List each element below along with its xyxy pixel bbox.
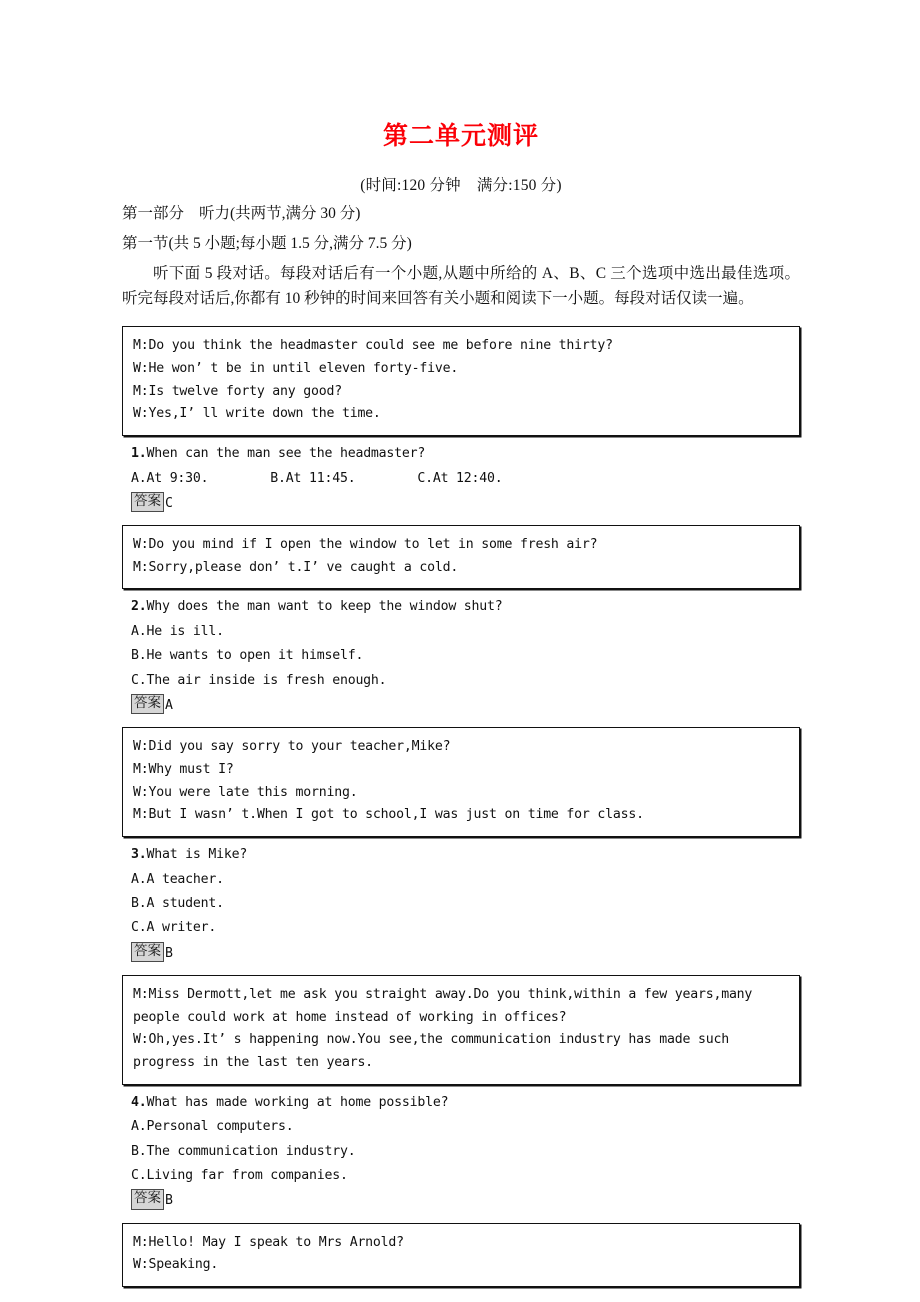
section-heading: 第一节(共 5 小题;每小题 1.5 分,满分 7.5 分) (122, 234, 412, 252)
question-block (122, 595, 800, 714)
question-option[interactable]: C.The air inside is fresh enough. (131, 672, 387, 688)
question-text: When can the man see the headmaster? (146, 446, 426, 462)
question-text: What has made working at home possible? (146, 1094, 449, 1110)
dialogue-line: M:Why must I? (133, 761, 234, 777)
dialogue-box (122, 1223, 800, 1287)
dialogue-line: W:Did you say sorry to your teacher,Mike? (133, 739, 451, 755)
question-option[interactable]: B.A student. (131, 895, 224, 911)
question-number: 1. (131, 446, 147, 462)
question-stem (122, 1091, 800, 1115)
question-number: 3. (131, 847, 147, 863)
dialogue-box (122, 525, 800, 589)
part-heading-name: 听力(共两节,满分 30 分) (199, 204, 361, 222)
question-option[interactable]: A.Personal computers. (131, 1119, 294, 1135)
document-content (122, 0, 800, 1287)
question-block (122, 442, 800, 512)
exam-meta-line (122, 173, 800, 195)
question-text: Why does the man want to keep the window shut? (146, 599, 503, 615)
question-block (122, 843, 800, 962)
question-option[interactable]: C.Living far from companies. (131, 1167, 348, 1183)
question-text: What is Mike? (146, 847, 248, 863)
answer-badge: 答案 (131, 942, 164, 962)
exam-score-label: 满分:150 分) (476, 176, 562, 194)
question-stem (122, 843, 800, 867)
dialogue-line: W:Speaking. (133, 1257, 219, 1273)
answer-badge: 答案 (131, 694, 164, 714)
question-number: 2. (131, 599, 147, 615)
answer-row (122, 942, 800, 962)
question-options-inline[interactable]: A.At 9:30. B.At 11:45. C.At 12:40. (131, 470, 503, 486)
answer-badge: 答案 (131, 1189, 164, 1209)
part-heading (122, 204, 800, 225)
instructions-paragraph: 听下面 5 段对话。每段对话后有一个小题,从题中所给的 A、B、C 三个选项中选出最佳选项。听完每段对话后,你都有 10 秒钟的时间来回答有关小题和阅读下一小题。每段对话仅读一遍。 (122, 264, 800, 307)
answer-value: B (165, 945, 173, 961)
dialogue-line: M:Hello! May I speak to Mrs Arnold? (133, 1234, 404, 1250)
answer-row (122, 1189, 800, 1209)
question-option[interactable]: A.He is ill. (131, 623, 224, 639)
question-option[interactable]: B.He wants to open it himself. (131, 648, 364, 664)
answer-value: A (165, 698, 173, 714)
dialogue-box (122, 975, 800, 1085)
question-option[interactable]: C.A writer. (131, 920, 217, 936)
answer-row (122, 694, 800, 714)
dialogue-box (122, 727, 800, 837)
question-block (122, 1091, 800, 1210)
dialogue-line: M:Do you think the headmaster could see me before nine thirty? (133, 338, 613, 354)
dialogue-line: W:He won’ t be in until eleven forty-five. (133, 361, 459, 377)
question-number: 4. (131, 1094, 147, 1110)
page-title: 第二单元测评 (382, 121, 539, 150)
dialogue-line: W:Oh,yes.It’ s happening now.You see,the communication industry has made such progress in the last ten years. (133, 1032, 729, 1070)
dialogue-line: M:Miss Dermott,let me ask you straight away.Do you think,within a few years,many people could work at home instead of working in offices? (133, 986, 753, 1025)
part-heading-label: 第一部分 (122, 204, 185, 222)
answer-value: B (165, 1193, 173, 1209)
exam-time-label: (时间:120 分钟 (360, 176, 461, 194)
question-option[interactable]: B.The communication industry. (131, 1143, 356, 1159)
dialogue-line: M:Is twelve forty any good? (133, 383, 342, 399)
dialogue-line: M:Sorry,please don’ t.I’ ve caught a cold. (133, 559, 459, 575)
dialogue-line: W:You were late this morning. (133, 784, 358, 800)
question-stem (122, 595, 800, 619)
dialogue-line: M:But I wasn’ t.When I got to school,I was just on time for class. (133, 807, 644, 823)
question-stem (122, 442, 800, 466)
answer-value: C (165, 495, 173, 511)
dialogue-line: W:Do you mind if I open the window to let in some fresh air? (133, 537, 598, 553)
answer-row (122, 492, 800, 512)
dialogue-box (122, 326, 800, 436)
question-option[interactable]: A.A teacher. (131, 871, 224, 887)
answer-badge: 答案 (131, 492, 164, 512)
dialogue-line: W:Yes,I’ ll write down the time. (133, 406, 381, 422)
